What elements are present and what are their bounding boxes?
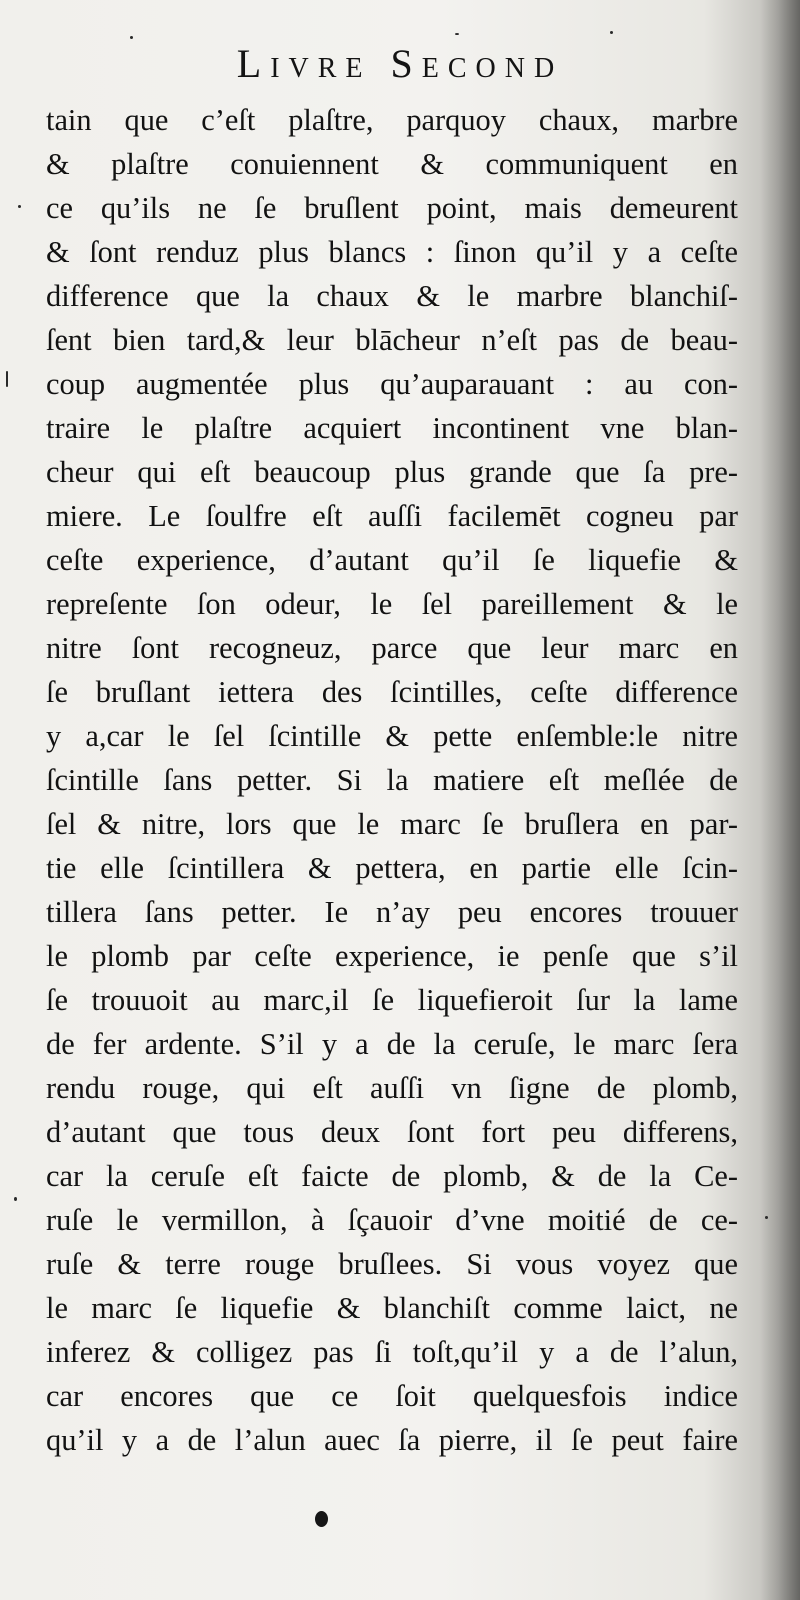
text-line: rendu rouge, qui eſt auſſi vn ſigne de plomb, <box>46 1071 738 1105</box>
text-line: d’autant que tous deux ſont fort peu differens, <box>46 1115 738 1149</box>
text-line: le plomb par ceſte experience, ie penſe que s’il <box>46 939 738 973</box>
text-line: inferez & colligez pas ſi toſt,qu’il y a de l’alun, <box>46 1335 738 1369</box>
text-line: ruſe le vermillon, à ſçauoir d’vne moitié de ce- <box>46 1203 738 1237</box>
text-line: ſent bien tard,& leur blācheur n’eſt pas de beau- <box>46 323 738 357</box>
text-line: de fer ardente. S’il y a de la ceruſe, le marc ſera <box>46 1027 738 1061</box>
text-line: tie elle ſcintillera & pettera, en partie elle ſcin- <box>46 851 738 885</box>
text-line: repreſente ſon odeur, le ſel pareillement & le <box>46 587 738 621</box>
text-line: car encores que ce ſoit quelquesfois indice <box>46 1379 738 1413</box>
text-line: ruſe & terre rouge bruſlees. Si vous voyez que <box>46 1247 738 1281</box>
text-line: difference que la chaux & le marbre blanchiſ- <box>46 279 738 313</box>
text-line: tain que c’eſt plaſtre, parquoy chaux, marbre <box>46 103 738 137</box>
text-line: le marc ſe liquefie & blanchiſt comme laict, ne <box>46 1291 738 1325</box>
text-line: & ſont renduz plus blancs : ſinon qu’il y a ceſte <box>46 235 738 269</box>
text-line: y a,car le ſel ſcintille & pette enſemble:le nitre <box>46 719 738 753</box>
text-line: tillera ſans petter. Ie n’ay peu encores trouuer <box>46 895 738 929</box>
text-line: cheur qui eſt beaucoup plus grande que ſa pre- <box>46 455 738 489</box>
text-line: ſcintille ſans petter. Si la matiere eſt meſlée de <box>46 763 738 797</box>
text-line: ce qu’ils ne ſe bruſlent point, mais demeurent <box>46 191 738 225</box>
text-line: qu’il y a de l’alun auec ſa pierre, il ſe peut faire <box>46 1423 738 1457</box>
text-line: ceſte experience, d’autant qu’il ſe liquefie & <box>46 543 738 577</box>
text-line: nitre ſont recogneuz, parce que leur marc en <box>46 631 738 665</box>
text-line: ſel & nitre, lors que le marc ſe bruſlera en par- <box>46 807 738 841</box>
running-head: Livre Second <box>236 41 564 86</box>
body-text <box>46 98 738 1462</box>
page-edge-shadow <box>760 0 800 1600</box>
text-line: ſe bruſlant iettera des ſcintilles, ceſte difference <box>46 675 738 709</box>
text-line: ſe trouuoit au marc,il ſe liquefieroit ſur la lame <box>46 983 738 1017</box>
signature-mark <box>315 1511 328 1527</box>
text-line: car la ceruſe eſt faicte de plomb, & de la Ce- <box>46 1159 738 1193</box>
text-line: miere. Le ſoulfre eſt auſſi facilemēt cogneu par <box>46 499 738 533</box>
text-line: coup augmentée plus qu’auparauant : au con- <box>46 367 738 401</box>
text-line: & plaſtre conuiennent & communiquent en <box>46 147 738 181</box>
text-line: traire le plaſtre acquiert incontinent vne blan- <box>46 411 738 445</box>
